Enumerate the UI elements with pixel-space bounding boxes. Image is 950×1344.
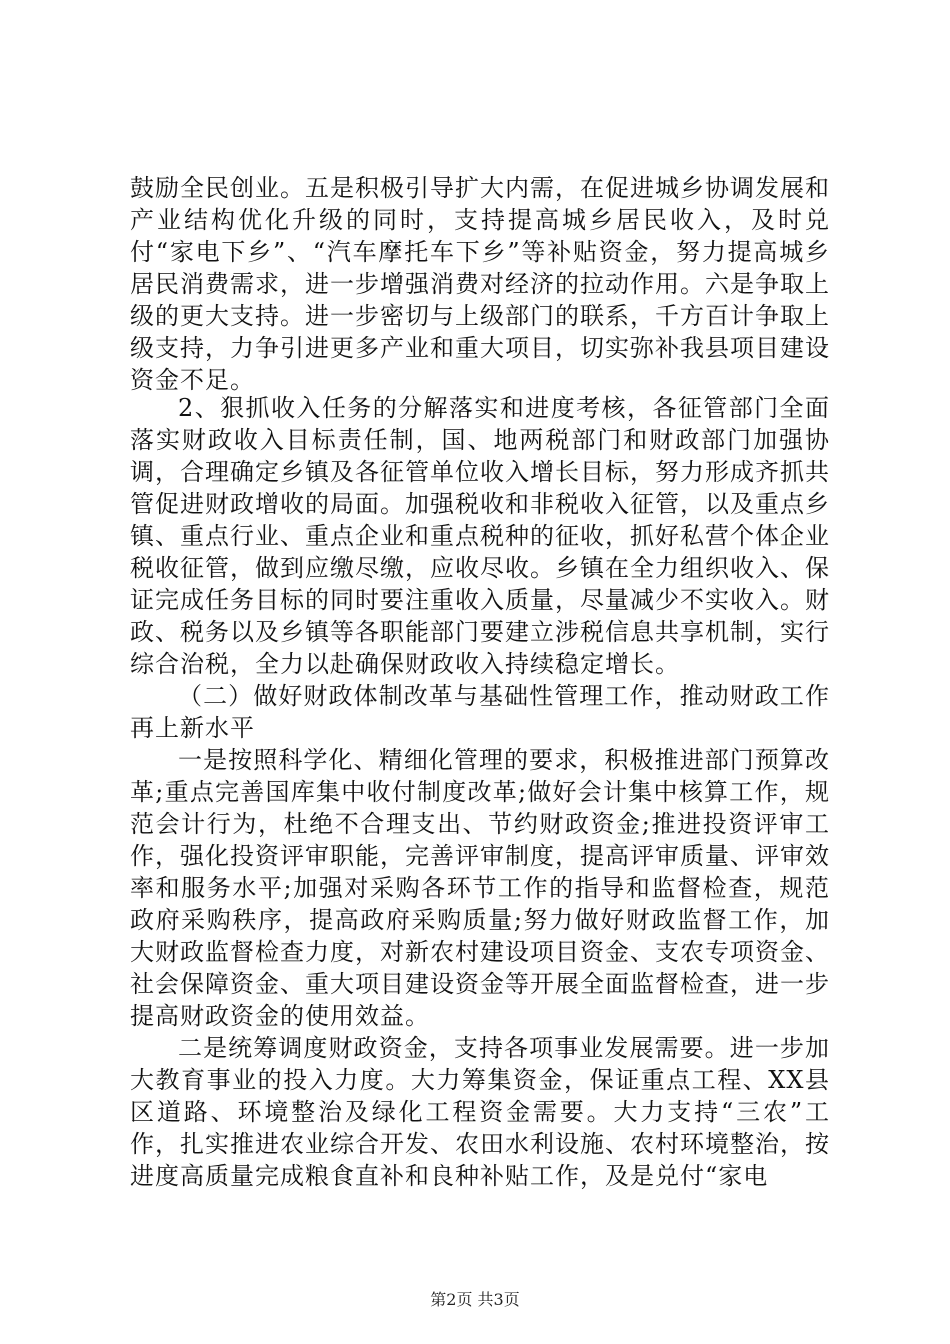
paragraph-3: 一是按照科学化、精细化管理的要求，积极推进部门预算改革;重点完善国库集中收付制度改革;做好会计集中核算工作，规范会计行为，杜绝不合理支出、节约财政资金;推进投资评审工作，强化投资评审职能，完善评审制度，提高评审质量、评审效率和服务水平;加强对采购各环节工作的指导和监督检查，规范政府采购秩序，提高政府采购质量;努力做好财政监督工作，加大财政监督检查力度，对新农村建设项目资金、支农专项资金、社会保障资金、重大项目建设资金等开展全面监督检查，进一步提高财政资金的使用效益。 [130, 746, 830, 1030]
section-heading: （二）做好财政体制改革与基础性管理工作，推动财政工作再上新水平 [130, 682, 830, 742]
paragraph-4: 二是统筹调度财政资金，支持各项事业发展需要。进一步加大教育事业的投入力度。大力筹集资金，保证重点工程、XX县区道路、环境整治及绿化工程资金需要。大力支持“三农”工作，扎实推进农业综合开发、农田水利设施、农村环境整治，按进度高质量完成粮食直补和良种补贴工作，及是兑付“家电 [130, 1034, 830, 1190]
page-footer [0, 1290, 950, 1310]
paragraph-1: 鼓励全民创业。五是积极引导扩大内需，在促进城乡协调发展和产业结构优化升级的同时，支持提高城乡居民收入，及时兑付“家电下乡”、“汽车摩托车下乡”等补贴资金，努力提高城乡居民消费需求，进一步增强消费对经济的拉动作用。六是争取上级的更大支持。进一步密切与上级部门的联系，千方百计争取上级支持，力争引进更多产业和重大项目，切实弥补我县项目建设资金不足。 [130, 174, 830, 394]
page-number: 第2页 共3页 [430, 1290, 520, 1309]
paragraph-2: 2、狠抓收入任务的分解落实和进度考核，各征管部门全面落实财政收入目标责任制，国、地两税部门和财政部门加强协调，合理确定乡镇及各征管单位收入增长目标，努力形成齐抓共管促进财政增收的局面。加强税收和非税收入征管，以及重点乡镇、重点行业、重点企业和重点税种的征收，抓好私营个体企业税收征管，做到应缴尽缴，应收尽收。乡镇在全力组织收入、保证完成任务目标的同时要注重收入质量，尽量减少不实收入。财政、税务以及乡镇等各职能部门要建立涉税信息共享机制，实行综合治税，全力以赴确保财政收入持续稳定增长。 [130, 394, 830, 678]
